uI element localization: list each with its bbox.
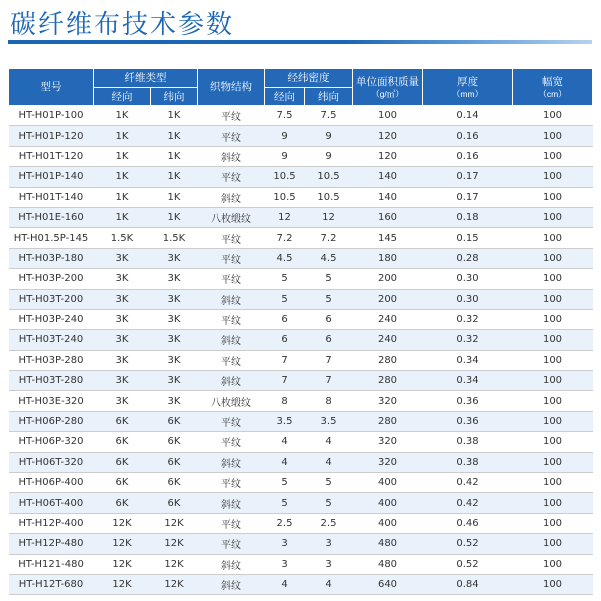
- cell-density-warp: 9: [265, 146, 305, 166]
- header-areal-mass: [353, 69, 423, 106]
- table-row: [9, 228, 593, 248]
- cell-fiber-weft: 1.5K: [151, 228, 198, 248]
- cell-density-weft: 4: [305, 452, 353, 472]
- cell-fiber-weft: 12K: [151, 554, 198, 574]
- cell-thickness: 0.28: [423, 248, 513, 268]
- table-row: [9, 309, 593, 329]
- table-body: [9, 106, 593, 595]
- cell-density-warp: 5: [265, 473, 305, 493]
- cell-width: 100: [513, 248, 593, 268]
- cell-density-warp: 3: [265, 534, 305, 554]
- cell-model: HT-H03T-280: [9, 371, 94, 391]
- cell-thickness: 0.30: [423, 289, 513, 309]
- cell-density-weft: 10.5: [305, 167, 353, 187]
- cell-thickness: 0.15: [423, 228, 513, 248]
- cell-weave: 斜纹: [198, 187, 265, 207]
- header-fiber-type: 纤维类型: [94, 69, 198, 88]
- cell-weave: 平纹: [198, 432, 265, 452]
- cell-density-weft: 5: [305, 493, 353, 513]
- cell-density-warp: 12: [265, 207, 305, 227]
- cell-areal-mass: 160: [353, 207, 423, 227]
- cell-thickness: 0.34: [423, 350, 513, 370]
- cell-fiber-warp: 1K: [94, 187, 151, 207]
- cell-width: 100: [513, 513, 593, 533]
- cell-weave: 斜纹: [198, 574, 265, 594]
- cell-density-weft: 4.5: [305, 248, 353, 268]
- cell-model: HT-H01P-120: [9, 126, 94, 146]
- cell-density-warp: 5: [265, 493, 305, 513]
- cell-fiber-weft: 3K: [151, 269, 198, 289]
- table-row: [9, 452, 593, 472]
- cell-thickness: 0.52: [423, 534, 513, 554]
- cell-model: HT-H12T-680: [9, 574, 94, 594]
- cell-width: 100: [513, 289, 593, 309]
- cell-model: HT-H01E-160: [9, 207, 94, 227]
- table-row: [9, 350, 593, 370]
- header-thickness-label: 厚度: [457, 76, 478, 88]
- cell-fiber-warp: 3K: [94, 248, 151, 268]
- cell-fiber-warp: 3K: [94, 289, 151, 309]
- table-row: [9, 432, 593, 452]
- cell-density-warp: 4.5: [265, 248, 305, 268]
- cell-density-weft: 9: [305, 126, 353, 146]
- cell-model: HT-H06P-400: [9, 473, 94, 493]
- cell-fiber-warp: 12K: [94, 554, 151, 574]
- cell-width: 100: [513, 574, 593, 594]
- cell-thickness: 0.14: [423, 106, 513, 126]
- cell-density-warp: 4: [265, 452, 305, 472]
- cell-model: HT-H03P-240: [9, 309, 94, 329]
- cell-weave: 平纹: [198, 248, 265, 268]
- cell-fiber-warp: 3K: [94, 269, 151, 289]
- cell-thickness: 0.36: [423, 411, 513, 431]
- cell-width: 100: [513, 106, 593, 126]
- cell-fiber-warp: 6K: [94, 473, 151, 493]
- table-row: [9, 207, 593, 227]
- cell-density-weft: 5: [305, 269, 353, 289]
- cell-fiber-warp: 3K: [94, 371, 151, 391]
- cell-thickness: 0.34: [423, 371, 513, 391]
- cell-density-warp: 3.5: [265, 411, 305, 431]
- header-width-label: 幅宽: [542, 76, 563, 88]
- cell-fiber-weft: 6K: [151, 411, 198, 431]
- table-row: [9, 248, 593, 268]
- cell-areal-mass: 320: [353, 452, 423, 472]
- cell-density-weft: 5: [305, 473, 353, 493]
- cell-width: 100: [513, 167, 593, 187]
- cell-density-warp: 4: [265, 574, 305, 594]
- cell-areal-mass: 100: [353, 106, 423, 126]
- cell-weave: 平纹: [198, 269, 265, 289]
- cell-areal-mass: 400: [353, 493, 423, 513]
- table-row: [9, 513, 593, 533]
- table-row: [9, 493, 593, 513]
- cell-fiber-warp: 1K: [94, 207, 151, 227]
- cell-weave: 斜纹: [198, 289, 265, 309]
- cell-model: HT-H06T-400: [9, 493, 94, 513]
- header-width-unit: （cm）: [538, 89, 567, 99]
- cell-fiber-weft: 6K: [151, 493, 198, 513]
- cell-width: 100: [513, 350, 593, 370]
- cell-width: 100: [513, 432, 593, 452]
- cell-density-weft: 9: [305, 146, 353, 166]
- cell-thickness: 0.18: [423, 207, 513, 227]
- cell-fiber-weft: 6K: [151, 473, 198, 493]
- cell-density-weft: 2.5: [305, 513, 353, 533]
- cell-density-warp: 4: [265, 432, 305, 452]
- cell-thickness: 0.17: [423, 187, 513, 207]
- cell-model: HT-H01T-140: [9, 187, 94, 207]
- cell-fiber-weft: 3K: [151, 248, 198, 268]
- cell-fiber-warp: 1K: [94, 167, 151, 187]
- cell-width: 100: [513, 309, 593, 329]
- cell-fiber-warp: 6K: [94, 493, 151, 513]
- cell-density-warp: 10.5: [265, 167, 305, 187]
- table-row: [9, 146, 593, 166]
- cell-width: 100: [513, 330, 593, 350]
- cell-areal-mass: 280: [353, 371, 423, 391]
- cell-model: HT-H06T-320: [9, 452, 94, 472]
- cell-density-weft: 3: [305, 554, 353, 574]
- cell-weave: 平纹: [198, 473, 265, 493]
- cell-width: 100: [513, 187, 593, 207]
- cell-weave: 平纹: [198, 126, 265, 146]
- cell-density-weft: 7.5: [305, 106, 353, 126]
- cell-density-warp: 6: [265, 309, 305, 329]
- cell-thickness: 0.32: [423, 330, 513, 350]
- cell-thickness: 0.38: [423, 452, 513, 472]
- cell-weave: 平纹: [198, 228, 265, 248]
- cell-weave: 斜纹: [198, 493, 265, 513]
- cell-width: 100: [513, 391, 593, 411]
- cell-width: 100: [513, 126, 593, 146]
- cell-thickness: 0.32: [423, 309, 513, 329]
- cell-thickness: 0.42: [423, 473, 513, 493]
- cell-model: HT-H03T-200: [9, 289, 94, 309]
- cell-weave: 平纹: [198, 167, 265, 187]
- table-row: [9, 289, 593, 309]
- table-row: [9, 534, 593, 554]
- cell-density-warp: 9: [265, 126, 305, 146]
- cell-density-weft: 6: [305, 330, 353, 350]
- cell-thickness: 0.16: [423, 126, 513, 146]
- cell-fiber-weft: 12K: [151, 534, 198, 554]
- cell-fiber-warp: 6K: [94, 452, 151, 472]
- cell-fiber-warp: 12K: [94, 513, 151, 533]
- cell-areal-mass: 400: [353, 513, 423, 533]
- header-areal-mass-unit: （g/㎡）: [371, 89, 404, 99]
- table-row: [9, 126, 593, 146]
- cell-areal-mass: 240: [353, 330, 423, 350]
- cell-fiber-weft: 1K: [151, 207, 198, 227]
- cell-areal-mass: 140: [353, 187, 423, 207]
- cell-density-weft: 7: [305, 371, 353, 391]
- cell-areal-mass: 200: [353, 269, 423, 289]
- cell-density-warp: 8: [265, 391, 305, 411]
- cell-fiber-warp: 12K: [94, 574, 151, 594]
- page-title: 碳纤维布技术参数: [10, 10, 235, 40]
- cell-weave: 八枚缎纹: [198, 207, 265, 227]
- cell-density-warp: 10.5: [265, 187, 305, 207]
- cell-areal-mass: 200: [353, 289, 423, 309]
- table-row: [9, 554, 593, 574]
- cell-width: 100: [513, 269, 593, 289]
- cell-model: HT-H03P-200: [9, 269, 94, 289]
- cell-areal-mass: 120: [353, 126, 423, 146]
- cell-fiber-warp: 1K: [94, 146, 151, 166]
- cell-thickness: 0.30: [423, 269, 513, 289]
- cell-density-weft: 8: [305, 391, 353, 411]
- cell-thickness: 0.38: [423, 432, 513, 452]
- cell-weave: 斜纹: [198, 452, 265, 472]
- spec-table: [8, 68, 593, 595]
- header-row-top: [9, 69, 593, 88]
- cell-thickness: 0.46: [423, 513, 513, 533]
- cell-areal-mass: 320: [353, 432, 423, 452]
- cell-weave: 平纹: [198, 309, 265, 329]
- cell-areal-mass: 120: [353, 146, 423, 166]
- cell-model: HT-H03E-320: [9, 391, 94, 411]
- header-areal-mass-label: 单位面积质量: [356, 76, 419, 88]
- cell-model: HT-H01P-100: [9, 106, 94, 126]
- cell-model: HT-H01.5P-145: [9, 228, 94, 248]
- cell-fiber-weft: 3K: [151, 289, 198, 309]
- cell-model: HT-H03P-180: [9, 248, 94, 268]
- cell-fiber-weft: 3K: [151, 330, 198, 350]
- cell-thickness: 0.17: [423, 167, 513, 187]
- cell-width: 100: [513, 493, 593, 513]
- header-thickness: [423, 69, 513, 106]
- cell-weave: 平纹: [198, 411, 265, 431]
- table-row: [9, 371, 593, 391]
- cell-areal-mass: 480: [353, 534, 423, 554]
- cell-model: HT-H12P-480: [9, 534, 94, 554]
- table-row: [9, 391, 593, 411]
- cell-areal-mass: 280: [353, 411, 423, 431]
- cell-weave: 斜纹: [198, 146, 265, 166]
- cell-fiber-weft: 3K: [151, 350, 198, 370]
- cell-fiber-weft: 3K: [151, 309, 198, 329]
- header-density: 经纬密度: [265, 69, 353, 88]
- cell-density-weft: 3.5: [305, 411, 353, 431]
- cell-fiber-weft: 12K: [151, 574, 198, 594]
- cell-density-weft: 5: [305, 289, 353, 309]
- cell-width: 100: [513, 371, 593, 391]
- cell-density-warp: 3: [265, 554, 305, 574]
- cell-model: HT-H06P-280: [9, 411, 94, 431]
- cell-width: 100: [513, 411, 593, 431]
- cell-weave: 平纹: [198, 513, 265, 533]
- header-width: [513, 69, 593, 106]
- cell-thickness: 0.16: [423, 146, 513, 166]
- cell-areal-mass: 280: [353, 350, 423, 370]
- cell-model: HT-H03T-240: [9, 330, 94, 350]
- cell-width: 100: [513, 146, 593, 166]
- cell-width: 100: [513, 554, 593, 574]
- cell-density-weft: 4: [305, 574, 353, 594]
- cell-weave: 平纹: [198, 350, 265, 370]
- cell-density-warp: 6: [265, 330, 305, 350]
- cell-areal-mass: 480: [353, 554, 423, 574]
- header-weave: 织物结构: [198, 69, 265, 106]
- cell-weave: 平纹: [198, 534, 265, 554]
- table-row: [9, 574, 593, 594]
- cell-fiber-warp: 3K: [94, 309, 151, 329]
- cell-width: 100: [513, 207, 593, 227]
- cell-fiber-weft: 1K: [151, 126, 198, 146]
- cell-fiber-weft: 6K: [151, 452, 198, 472]
- cell-density-warp: 7.2: [265, 228, 305, 248]
- cell-model: HT-H121-480: [9, 554, 94, 574]
- cell-width: 100: [513, 228, 593, 248]
- cell-density-weft: 3: [305, 534, 353, 554]
- cell-fiber-warp: 3K: [94, 391, 151, 411]
- cell-model: HT-H06P-320: [9, 432, 94, 452]
- table-row: [9, 106, 593, 126]
- table-row: [9, 330, 593, 350]
- cell-density-warp: 5: [265, 289, 305, 309]
- header-density-weft: 纬向: [305, 88, 353, 106]
- cell-width: 100: [513, 452, 593, 472]
- cell-weave: 八枚缎纹: [198, 391, 265, 411]
- cell-thickness: 0.52: [423, 554, 513, 574]
- cell-density-weft: 12: [305, 207, 353, 227]
- cell-areal-mass: 640: [353, 574, 423, 594]
- cell-density-warp: 2.5: [265, 513, 305, 533]
- cell-density-warp: 7: [265, 371, 305, 391]
- cell-weave: 平纹: [198, 106, 265, 126]
- cell-fiber-warp: 3K: [94, 350, 151, 370]
- cell-fiber-weft: 3K: [151, 391, 198, 411]
- cell-areal-mass: 320: [353, 391, 423, 411]
- table-row: [9, 473, 593, 493]
- cell-fiber-weft: 1K: [151, 167, 198, 187]
- cell-fiber-warp: 1.5K: [94, 228, 151, 248]
- cell-model: HT-H12P-400: [9, 513, 94, 533]
- cell-thickness: 0.84: [423, 574, 513, 594]
- cell-density-weft: 4: [305, 432, 353, 452]
- cell-fiber-weft: 1K: [151, 106, 198, 126]
- cell-fiber-warp: 3K: [94, 330, 151, 350]
- cell-fiber-weft: 6K: [151, 432, 198, 452]
- cell-areal-mass: 145: [353, 228, 423, 248]
- cell-fiber-warp: 6K: [94, 432, 151, 452]
- title-underline: [8, 40, 592, 44]
- cell-thickness: 0.42: [423, 493, 513, 513]
- cell-areal-mass: 400: [353, 473, 423, 493]
- cell-width: 100: [513, 473, 593, 493]
- cell-density-weft: 7.2: [305, 228, 353, 248]
- cell-fiber-weft: 3K: [151, 371, 198, 391]
- cell-density-warp: 5: [265, 269, 305, 289]
- header-fiber-weft: 纬向: [151, 88, 198, 106]
- cell-thickness: 0.36: [423, 391, 513, 411]
- cell-density-weft: 10.5: [305, 187, 353, 207]
- cell-density-weft: 7: [305, 350, 353, 370]
- cell-model: HT-H03P-280: [9, 350, 94, 370]
- cell-fiber-weft: 12K: [151, 513, 198, 533]
- header-density-warp: 经向: [265, 88, 305, 106]
- cell-fiber-weft: 1K: [151, 146, 198, 166]
- header-thickness-unit: （mm）: [451, 89, 484, 99]
- cell-density-warp: 7: [265, 350, 305, 370]
- table-row: [9, 411, 593, 431]
- cell-density-warp: 7.5: [265, 106, 305, 126]
- cell-fiber-warp: 1K: [94, 106, 151, 126]
- cell-weave: 斜纹: [198, 330, 265, 350]
- table-row: [9, 167, 593, 187]
- header-fiber-warp: 经向: [94, 88, 151, 106]
- cell-model: HT-H01P-140: [9, 167, 94, 187]
- cell-fiber-weft: 1K: [151, 187, 198, 207]
- cell-fiber-warp: 1K: [94, 126, 151, 146]
- table-header: [9, 69, 593, 106]
- table-row: [9, 269, 593, 289]
- cell-density-weft: 6: [305, 309, 353, 329]
- cell-weave: 斜纹: [198, 554, 265, 574]
- header-model: 型号: [9, 69, 94, 106]
- cell-areal-mass: 140: [353, 167, 423, 187]
- cell-fiber-warp: 6K: [94, 411, 151, 431]
- cell-areal-mass: 180: [353, 248, 423, 268]
- cell-model: HT-H01T-120: [9, 146, 94, 166]
- cell-areal-mass: 240: [353, 309, 423, 329]
- table-row: [9, 187, 593, 207]
- cell-weave: 斜纹: [198, 371, 265, 391]
- cell-fiber-warp: 12K: [94, 534, 151, 554]
- cell-width: 100: [513, 534, 593, 554]
